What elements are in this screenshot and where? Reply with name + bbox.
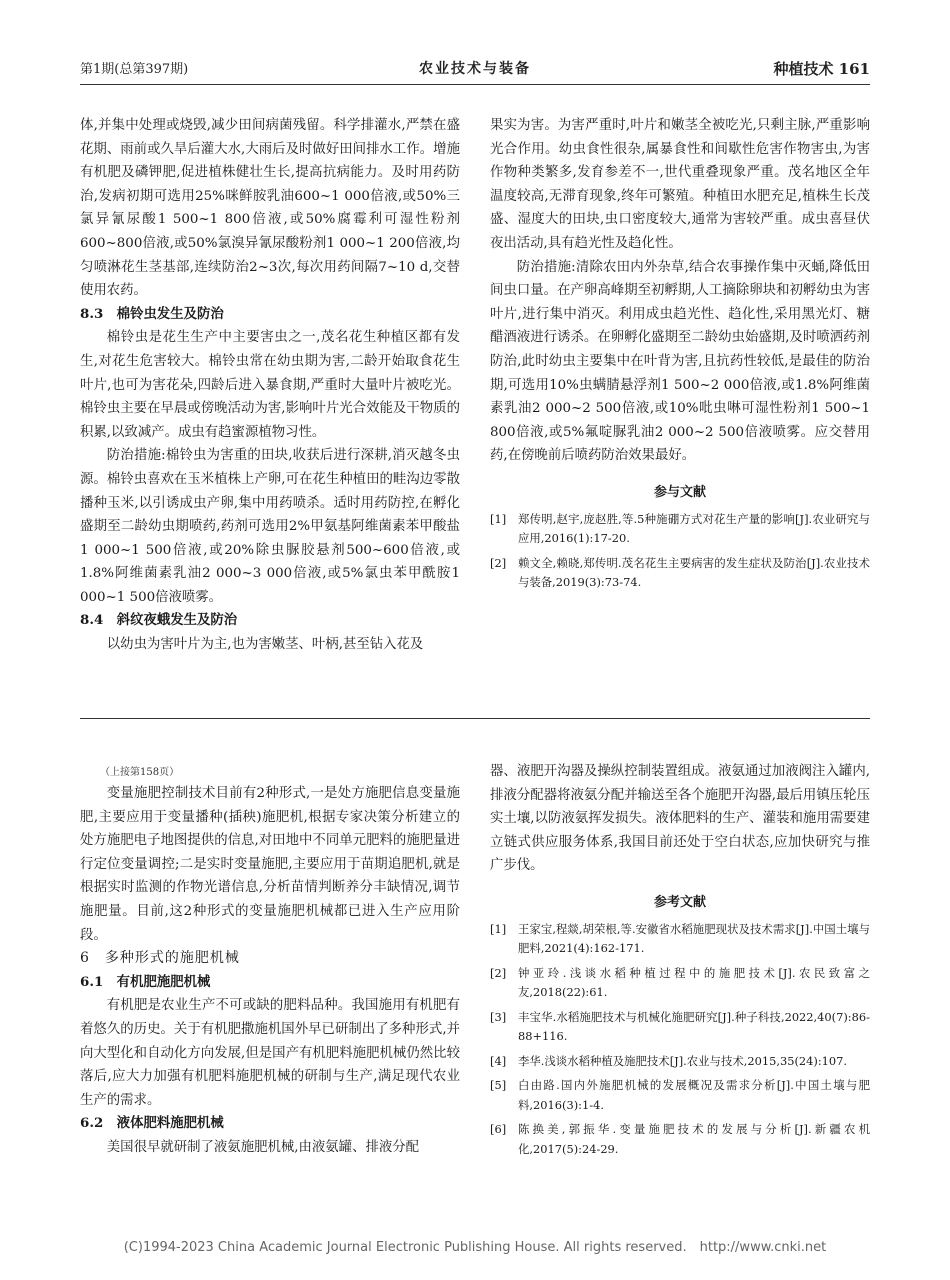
reference-number: [3] <box>490 1009 507 1024</box>
reference-item <box>490 964 870 1003</box>
reference-text: 郑传明,赵宇,庞赵胜,等.5种施硼方式对花生产量的影响[J].农业研究与应用,2016(1):17-20. <box>518 511 870 546</box>
header-rule <box>80 84 870 85</box>
reference-item <box>490 1076 870 1115</box>
reference-text: 陈换美,郭振华.变量施肥技术的发展与分析[J].新疆农机化,2017(5):24-29. <box>518 1122 870 1156</box>
paragraph: 棉铃虫是花生生产中主要害虫之一,茂名花生种植区都有发生,对花生危害较大。棉铃虫常在幼虫期为害,二龄开始取食花生叶片,也可为害花朵,四龄后进入暴食期,严重时大量叶片被吃光。棉铃虫主要在早晨或傍晚活动为害,影响叶片光合效能及干物质的积累,以致减产。成虫有趋蜜源植物习性。 <box>80 330 460 440</box>
bottom-right-column <box>490 760 870 1164</box>
copyright-footer: (C)1994-2023 China Academic Journal Electronic Publishing House. All rights reserved. http://www.cnki.net <box>123 1240 827 1255</box>
reference-text: 丰宝华.水稻施肥技术与机械化施肥研究[J].种子科技,2022,40(7):86-88+116. <box>518 1009 870 1044</box>
reference-number: [2] <box>490 555 507 570</box>
paragraph: 有机肥是农业生产不可或缺的肥料品种。我国施用有机肥有着悠久的历史。关于有机肥撒施机国外早已研制出了多种形式,并向大型化和自动化方向发展,但是国产有机肥料施肥机械仍然比较落后,应大力加强有机肥料施肥机械的研制与生产,满足现代农业生产的需求。 <box>80 998 460 1108</box>
reference-number: [5] <box>490 1078 507 1093</box>
paragraph: 变量施肥控制技术目前有2种形式,一是处方施肥信息变量施肥,主要应用于变量播种(插秧)施肥机,根据专家决策分析建立的处方施肥电子地图提供的信息,对田地中不同单元肥料的施肥量进行定位变量调控;二是实时变量施肥,主要应用于苗期追肥机,就是根据实时监测的作物光谱信息,分析苗情判断养分丰缺情况,调节施肥量。目前,这2种形式的变量施肥机械都已进入生产应用阶段。 <box>80 786 460 943</box>
reference-text: 王家宝,程燚,胡荣根,等.安徽省水稻施肥现状及技术需求[J].中国土壤与肥料,2021(4):162-171. <box>518 921 870 956</box>
section-heading-6: 6 多种形式的施肥机械 <box>80 950 240 967</box>
paragraph: 果实为害。为害严重时,叶片和嫩茎全被吃光,只剩主脉,严重影响光合作用。幼虫食性很杂,属暴食性和间歇性危害作物害虫,为害作物种类繁多,发育参差不一,世代重叠现象严重。茂名地区全年温度较高,无滞育现象,终年可繁殖。种植田水肥充足,植株生长茂盛、湿度大的田块,虫口密度较大,通常为害较严重。成虫喜昼伏夜出活动,具有趋光性及趋化性。 <box>490 118 870 251</box>
reference-item <box>490 920 870 959</box>
reference-number: [1] <box>490 511 507 526</box>
reference-text: 白由路.国内外施肥机械的发展概况及需求分析[J].中国土壤与肥料,2016(3):1-4. <box>518 1078 870 1112</box>
reference-item <box>490 1008 870 1047</box>
top-left-column <box>80 114 460 657</box>
reference-number: [1] <box>490 921 507 936</box>
reference-number: [6] <box>490 1122 507 1137</box>
reference-item <box>490 554 870 593</box>
paragraph: 体,并集中处理或烧毁,减少田间病菌残留。科学排灌水,严禁在盛花期、雨前或久旱后灌大水,大雨后及时做好田间排水工作。增施有机肥及磷钾肥,促进植株健壮生长,提高抗病能力。及时用药防治,发病初期可选用25%咪鲜胺乳油600~1 000倍液,或50%三氯异氰尿酸1 500~1 800倍液,或50%腐霉利可湿性粉剂600~800倍液,或50%氯溴异氰尿酸粉剂1 000~1 200倍液,均匀喷淋花生茎基部,连续防治2~3次,每次用药间隔7~10 d,交替使用农药。 <box>80 118 460 299</box>
paragraph: 美国很早就研制了液氨施肥机械,由液氨罐、排液分配 <box>106 1139 420 1155</box>
reference-item <box>490 1052 870 1072</box>
reference-text: 钟亚玲.浅谈水稻种植过程中的施肥技术[J].农民致富之友,2018(22):61. <box>518 965 870 1000</box>
reference-number: [4] <box>490 1053 507 1068</box>
reference-number: [2] <box>490 965 507 980</box>
section-heading-6-2: 6.2 液体肥料施肥机械 <box>80 1115 224 1132</box>
paragraph: 器、液肥开沟器及操纵控制装置组成。液氨通过加液阀注入罐内,排液分配器将液氨分配并输送至各个施肥开沟器,最后用镇压轮压实土壤,以防液氨挥发损失。液体肥料的生产、灌装和施用需要建立链式供应服务体系,我国目前还处于空白状态,应加快研究与推广步伐。 <box>490 764 870 874</box>
continued-from-note: （上接第158页） <box>100 767 180 778</box>
reference-item <box>490 510 870 549</box>
running-header-journal: 农业技术与装备 <box>419 61 531 77</box>
references-title: 参与文献 <box>653 484 706 500</box>
section-heading-6-1: 6.1 有机肥施肥机械 <box>80 973 211 990</box>
top-right-column <box>490 114 870 598</box>
article-divider <box>80 718 870 719</box>
section-heading-8-3: 8.3 棉铃虫发生及防治 <box>80 305 224 322</box>
section-heading-8-4: 8.4 斜纹夜蛾发生及防治 <box>80 612 238 629</box>
running-header-issue: 第1期(总第397期) <box>80 62 189 77</box>
reference-text: 赖文全,赖晓,郑传明.茂名花生主要病害的发生症状及防治[J].农业技术与装备,2019(3):73-74. <box>518 555 870 590</box>
paragraph: 防治措施:清除农田内外杂草,结合农事操作集中灭蛹,降低田间虫口量。在产卵高峰期至初孵期,人工摘除卵块和初孵幼虫为害叶片,进行集中消灭。利用成虫趋光性、趋化性,采用黑光灯、糖醋酒液进行诱杀。在卵孵化盛期至二龄幼虫始盛期,及时喷洒药剂防治,此时幼虫主要集中在叶背为害,且抗药性较低,是最佳的防治期,可选用10%虫螨腈悬浮剂1 500~2 000倍液,或1.8%阿维菌素乳油2 000~2 500倍液,或10%吡虫啉可湿性粉剂1 500~1 800倍液,或5%氟啶脲乳油2 000~2 500倍液喷雾。应交替用药,在傍晚前后喷药防治效果最好。 <box>490 259 870 464</box>
paragraph: 以幼虫为害叶片为主,也为害嫩茎、叶柄,甚至钻入花及 <box>106 637 424 653</box>
reference-item <box>490 1120 870 1159</box>
bottom-left-column <box>80 764 460 1160</box>
paragraph: 防治措施:棉铃虫为害重的田块,收获后进行深耕,消灭越冬虫源。棉铃虫喜欢在玉米植株上产卵,可在花生种植田的畦沟边零散播种玉米,以引诱成虫产卵,集中用药喷杀。适时用药防控,在孵化盛期至二龄幼虫期喷药,药剂可选用2%甲氨基阿维菌素苯甲酸盐1 000~1 500倍液,或20%除虫脲胶悬剂500~600倍液,或1.8%阿维菌素乳油2 000~3 000倍液,或5%氯虫苯甲酰胺1 000~1 500倍液喷雾。 <box>80 448 460 605</box>
running-header-section-page: 种植技术 161 <box>773 60 870 78</box>
reference-text: 李华.浅谈水稻种植及施肥技术[J].农业与技术,2015,35(24):107. <box>518 1053 848 1068</box>
references-title: 参考文献 <box>653 894 706 910</box>
